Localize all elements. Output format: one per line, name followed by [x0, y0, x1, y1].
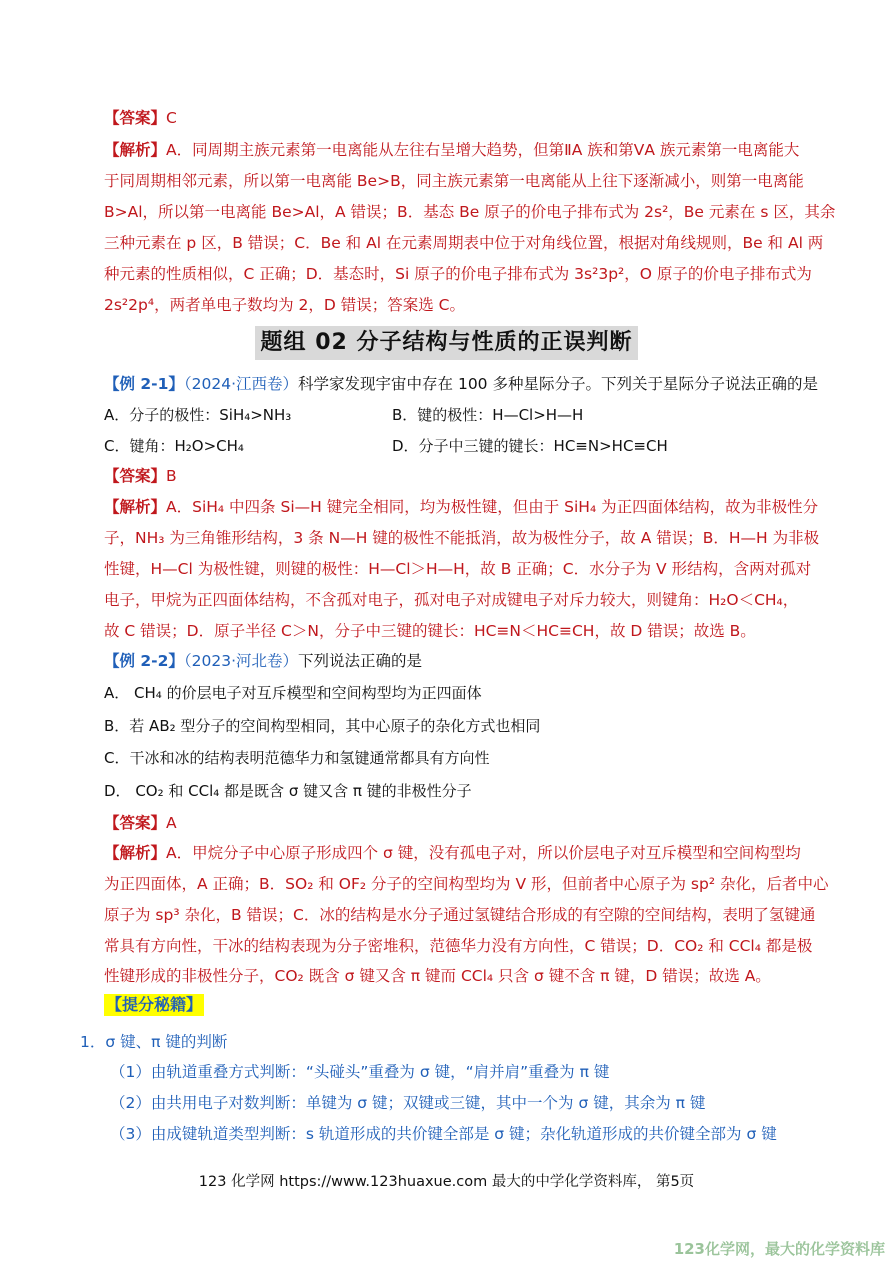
- analysis-line: 于同周期相邻元素，所以第一电离能 Be>B，同主族元素第一电离能从上往下逐渐减小，则第一电离能: [104, 172, 804, 190]
- answer-label: 【答案】: [104, 814, 167, 832]
- answer-line: [104, 466, 177, 486]
- analysis-line: 为正四面体，A 正确；B．SO₂ 和 OF₂ 分子的空间构型均为 V 形，但前者中心原子为 sp² 杂化，后者中心: [104, 875, 829, 893]
- analysis-line: 性键，H—Cl 为极性键，则键的极性：H—Cl＞H—H，故 B 正确；C．水分子为 V 形结构，含两对孤对: [104, 560, 812, 578]
- page-footer: 123 化学网 https://www.123huaxue.com 最大的中学化学资料库， 第5页: [198, 1174, 695, 1190]
- analysis-line: 子，NH₃ 为三角锥形结构，3 条 N—H 键的极性不能抵消，故为极性分子，故 A 错误；B．H—H 为非极: [104, 529, 820, 547]
- example-label: 【例 2-2】: [104, 652, 184, 670]
- choice-b: B．若 AB₂ 型分子的空间构型相同，其中心原子的杂化方式也相同: [104, 717, 541, 735]
- answer-value: B: [166, 467, 177, 485]
- answer-line: [104, 108, 177, 128]
- example-question: 下列说法正确的是: [298, 652, 423, 670]
- analysis-label: 【解析】: [104, 498, 167, 516]
- tips-label: 【提分秘籍】: [106, 995, 203, 1014]
- tips-subitem: （2）由共用电子对数判断：单键为 σ 键；双键或三键，其中一个为 σ 键，其余为 π 键: [110, 1094, 706, 1112]
- analysis-text: A．同周期主族元素第一电离能从左往右呈增大趋势，但第ⅡA 族和第ⅤA 族元素第一电离能大: [166, 141, 800, 159]
- analysis-label: 【解析】: [104, 844, 167, 862]
- choice-a: A．分子的极性：SiH₄>NH₃: [104, 406, 292, 424]
- tips-subitem: （3）由成键轨道类型判断：s 轨道形成的共价键全部是 σ 键；杂化轨道形成的共价键全部为 σ 键: [110, 1125, 777, 1143]
- choice-b: B．键的极性：H—Cl>H—H: [392, 406, 584, 424]
- choice-d: D． CO₂ 和 CCl₄ 都是既含 σ 键又含 π 键的非极性分子: [104, 782, 472, 800]
- answer-value: C: [166, 109, 177, 127]
- analysis-line: 种元素的性质相似，C 正确；D．基态时，Si 原子的价电子排布式为 3s²3p²，O 原子的价电子排布式为: [104, 265, 812, 283]
- analysis-line: 常具有方向性，干冰的结构表现为分子密堆积，范德华力没有方向性，C 错误；D．CO₂ 和 CCl₄ 都是极: [104, 937, 813, 955]
- section-heading: 题组 02 分子结构与性质的正误判断: [255, 326, 639, 360]
- tips-item: 1．σ 键、π 键的判断: [80, 1033, 228, 1051]
- example-question: 科学家发现宇宙中存在 100 多种星际分子。下列关于星际分子说法正确的是: [298, 375, 818, 393]
- example-source: （2023·河北卷）: [183, 652, 299, 670]
- analysis-line: 性键形成的非极性分子，CO₂ 既含 σ 键又含 π 键而 CCl₄ 只含 σ 键不含 π 键，D 错误；故选 A。: [104, 967, 771, 985]
- analysis-line: [104, 140, 799, 160]
- answer-label: 【答案】: [104, 109, 167, 127]
- analysis-line: B>Al，所以第一电离能 Be>Al，A 错误；B．基态 Be 原子的价电子排布式为 2s²，Be 元素在 s 区，其余: [104, 203, 836, 221]
- watermark: 123化学网，最大的化学资料库: [673, 1240, 885, 1258]
- example-stem: [104, 651, 422, 671]
- example-label: 【例 2-1】: [104, 375, 184, 393]
- answer-label: 【答案】: [104, 467, 167, 485]
- analysis-line: 2s²2p⁴，两者单电子数均为 2，D 错误；答案选 C。: [104, 296, 465, 314]
- example-stem: [104, 374, 818, 394]
- analysis-line: 电子，甲烷为正四面体结构，不含孤对电子，孤对电子对成键电子对斥力较大，则键角：H₂O＜CH₄，: [104, 591, 799, 609]
- analysis-text: A．甲烷分子中心原子形成四个 σ 键，没有孤电子对，所以价层电子对互斥模型和空间构型均: [166, 844, 801, 862]
- choice-c: C．键角：H₂O>CH₄: [104, 437, 244, 455]
- analysis-label: 【解析】: [104, 141, 167, 159]
- analysis-line: 三种元素在 p 区，B 错误；C．Be 和 Al 在元素周期表中位于对角线位置，根据对角线规则，Be 和 Al 两: [104, 234, 824, 252]
- choice-d: D．分子中三键的键长：HC≡N>HC≡CH: [392, 437, 668, 455]
- tips-subitem: （1）由轨道重叠方式判断：“头碰头”重叠为 σ 键，“肩并肩”重叠为 π 键: [110, 1063, 610, 1081]
- choice-a: A． CH₄ 的价层电子对互斥模型和空间构型均为正四面体: [104, 684, 482, 702]
- example-source: （2024·江西卷）: [183, 375, 299, 393]
- analysis-line: [104, 843, 801, 863]
- analysis-line: [104, 497, 818, 517]
- analysis-text: A．SiH₄ 中四条 Si—H 键完全相同，均为极性键，但由于 SiH₄ 为正四面体结构，故为非极性分: [166, 498, 819, 516]
- choice-c: C．干冰和冰的结构表明范德华力和氢键通常都具有方向性: [104, 749, 490, 767]
- answer-line: [104, 813, 177, 833]
- analysis-line: 原子为 sp³ 杂化，B 错误；C．冰的结构是水分子通过氢键结合形成的有空隙的空间结构，表明了氢键通: [104, 906, 816, 924]
- answer-value: A: [166, 814, 177, 832]
- analysis-line: 故 C 错误；D．原子半径 C＞N，分子中三键的键长：HC≡N＜HC≡CH，故 D 错误；故选 B。: [104, 622, 756, 640]
- section-heading-wrap: [0, 326, 893, 360]
